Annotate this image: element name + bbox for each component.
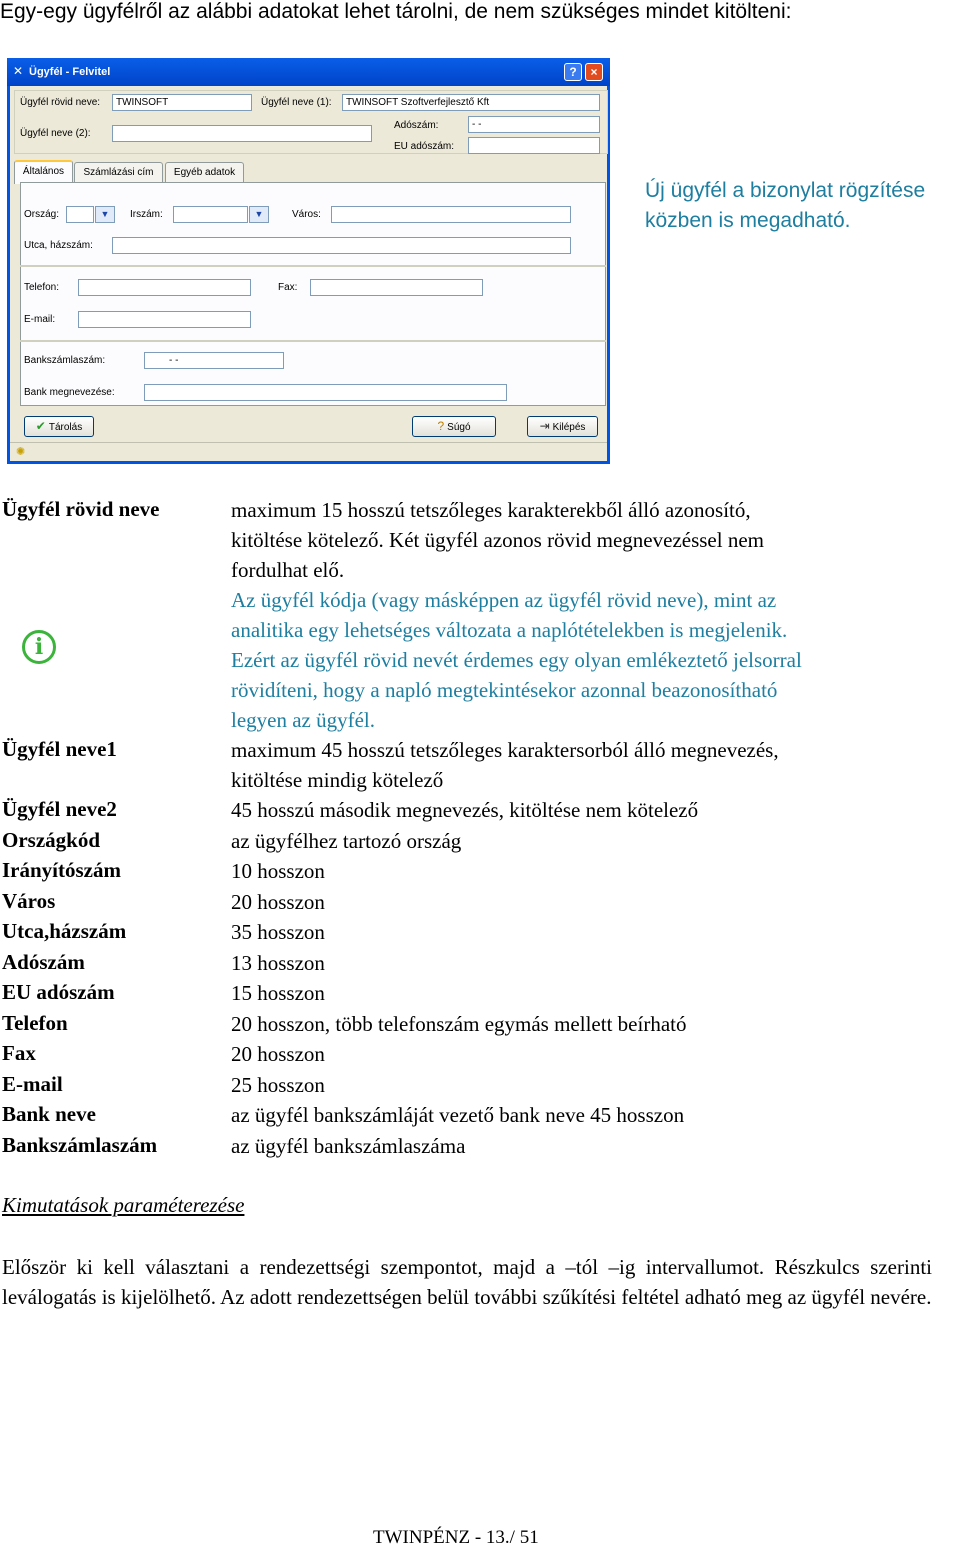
help-button[interactable] xyxy=(412,416,496,437)
term: Ügyfél rövid neve xyxy=(2,497,160,521)
divider xyxy=(20,265,606,267)
tab-billing-address[interactable]: Számlázási cím xyxy=(74,162,163,184)
tab-general[interactable]: Általános xyxy=(14,160,73,184)
bank-account-label: Bankszámlaszám: xyxy=(24,355,106,366)
zip-label: Irszám: xyxy=(130,209,163,220)
desc: 20 hosszon xyxy=(231,1042,325,1066)
app-icon: ✕ xyxy=(13,64,24,78)
page-footer: TWINPÉNZ - 13./ 51 xyxy=(373,1527,539,1548)
desc: 15 hosszon xyxy=(231,981,325,1005)
email-field[interactable] xyxy=(78,311,251,328)
side-note xyxy=(645,176,925,236)
zip-dropdown-icon[interactable]: ▼ xyxy=(249,206,269,223)
term: Bank neve xyxy=(2,1102,96,1126)
desc xyxy=(231,495,764,585)
street-field[interactable] xyxy=(112,237,571,254)
tax-field[interactable]: - - xyxy=(468,116,600,133)
desc-line: maximum 45 hosszú tetszőleges karaktersorból álló megnevezés, xyxy=(231,738,779,762)
country-dropdown-icon[interactable]: ▼ xyxy=(95,206,115,223)
term: Fax xyxy=(2,1041,36,1065)
short-name-label: Ügyfél rövid neve: xyxy=(20,97,101,108)
street-label: Utca, házszám: xyxy=(24,240,93,251)
section-heading: Kimutatások paraméterezése xyxy=(2,1193,245,1217)
divider xyxy=(20,340,606,342)
country-label: Ország: xyxy=(24,209,60,220)
country-field[interactable] xyxy=(66,206,94,223)
help-button-label: Súgó xyxy=(447,422,471,433)
customer-dialog xyxy=(7,58,610,464)
city-field[interactable] xyxy=(331,206,571,223)
bank-name-label: Bank megnevezése: xyxy=(24,387,115,398)
term: Utca,házszám xyxy=(2,919,127,943)
desc: 20 hosszon xyxy=(231,890,325,914)
phone-label: Telefon: xyxy=(24,282,60,293)
desc: az ügyfél bankszámláját vezető bank neve 45 hosszon xyxy=(231,1103,685,1127)
name2-label: Ügyfél neve (2): xyxy=(20,128,91,139)
desc xyxy=(231,735,779,795)
term: Ügyfél neve1 xyxy=(2,737,117,761)
desc: 35 hosszon xyxy=(231,920,325,944)
desc: 13 hosszon xyxy=(231,951,325,975)
question-icon: ? xyxy=(437,419,445,433)
info-icon: i xyxy=(22,630,56,664)
close-button[interactable]: × xyxy=(585,63,603,81)
desc: 10 hosszon xyxy=(231,859,325,883)
intro-text: Egy-egy ügyfélről az alábbi adatokat lehet tárolni, de nem szükséges mindet kitölteni: xyxy=(0,0,792,23)
bank-account-field[interactable]: - - xyxy=(144,352,284,369)
info-note-line: Az ügyfél kódja (vagy másképpen az ügyfél rövid neve), mint az xyxy=(231,588,777,612)
term: Város xyxy=(2,889,56,913)
dialog-title: Ügyfél - Felvitel xyxy=(29,66,111,78)
exit-button-label: Kilépés xyxy=(552,422,586,433)
phone-field[interactable] xyxy=(78,279,251,296)
desc: 20 hosszon, több telefonszám egymás mellett beírható xyxy=(231,1012,687,1036)
desc: 25 hosszon xyxy=(231,1073,325,1097)
save-button-label: Tárolás xyxy=(48,422,83,433)
checkmark-icon: ✔ xyxy=(35,419,46,433)
zip-field[interactable] xyxy=(173,206,248,223)
desc-line: kitöltése kötelező. Két ügyfél azonos rövid megnevezéssel nem xyxy=(231,528,764,552)
side-note-line: közben is megadható. xyxy=(645,209,851,232)
short-name-field[interactable]: TWINSOFT xyxy=(112,94,252,111)
exit-door-icon: ⇥ xyxy=(539,419,550,433)
info-note-line: legyen az ügyfél. xyxy=(231,708,376,732)
bank-name-field[interactable] xyxy=(144,384,507,401)
info-note-line: analitika egy lehetséges változata a naplótételekben is megjelenik. xyxy=(231,618,788,642)
info-note-line: rövidíteni, hogy a napló megtekintésekor azonnal beazonosítható xyxy=(231,678,778,702)
body-paragraph: Először ki kell választani a rendezettségi szempontot, majd a –tól –ig intervallumot. Részkulcs szerinti leválogatás is kijelölhető. Az adott rendezettségen belül további szűkítési feltétel adható meg az ügyfél nevére. xyxy=(2,1255,932,1309)
fax-field[interactable] xyxy=(310,279,483,296)
term: Bankszámlaszám xyxy=(2,1133,158,1157)
city-label: Város: xyxy=(292,209,321,220)
term: EU adószám xyxy=(2,980,115,1004)
name1-field[interactable]: TWINSOFT Szoftverfejlesztő Kft xyxy=(342,94,600,111)
term: Ügyfél neve2 xyxy=(2,797,117,821)
fax-label: Fax: xyxy=(278,282,298,293)
desc: az ügyfél bankszámlaszáma xyxy=(231,1134,466,1158)
dialog-titlebar xyxy=(7,58,610,86)
lightbulb-icon: ✺ xyxy=(16,446,26,458)
desc: az ügyfélhez tartozó ország xyxy=(231,829,462,853)
info-note-line: Ezért az ügyfél rövid nevét érdemes egy olyan emlékeztető jelsorral xyxy=(231,648,802,672)
status-bar xyxy=(10,442,607,462)
term: E-mail xyxy=(2,1072,63,1096)
name1-label: Ügyfél neve (1): xyxy=(261,97,332,108)
save-button[interactable] xyxy=(24,416,94,437)
tax-label: Adószám: xyxy=(394,120,439,131)
info-note xyxy=(231,585,802,735)
term: Adószám xyxy=(2,950,85,974)
eu-tax-field[interactable] xyxy=(468,137,600,154)
desc-line: fordulhat elő. xyxy=(231,558,345,582)
email-label: E-mail: xyxy=(24,314,56,325)
desc-line: maximum 15 hosszú tetszőleges karakterekből álló azonosító, xyxy=(231,498,751,522)
help-title-button[interactable]: ? xyxy=(564,63,582,81)
term: Telefon xyxy=(2,1011,68,1035)
name2-field[interactable] xyxy=(112,125,372,142)
term: Országkód xyxy=(2,828,101,852)
tab-other-data[interactable]: Egyéb adatok xyxy=(165,162,244,184)
exit-button[interactable] xyxy=(527,416,598,437)
eu-tax-label: EU adószám: xyxy=(394,141,455,152)
term: Irányítószám xyxy=(2,858,121,882)
side-note-line: Új ügyfél a bizonylat rögzítése xyxy=(645,179,926,202)
desc: 45 hosszú második megnevezés, kitöltése nem kötelező xyxy=(231,798,699,822)
desc-line: kitöltése mindig kötelező xyxy=(231,768,444,792)
